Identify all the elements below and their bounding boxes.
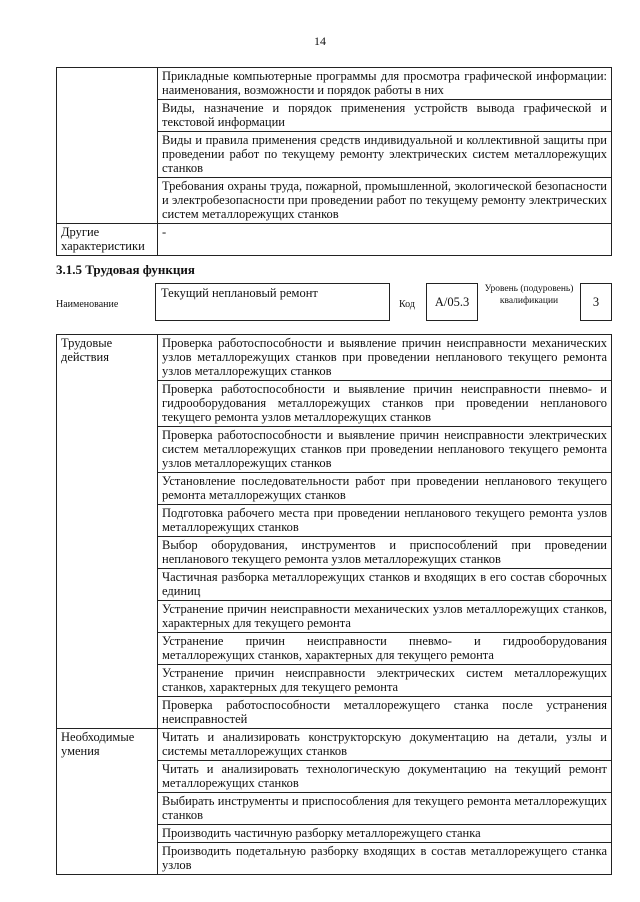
skill-item: Читать и анализировать конструкторскую документацию на детали, узлы и системы металлорежущих станков	[158, 729, 612, 761]
function-code: A/05.3	[426, 283, 478, 321]
table-row	[57, 68, 612, 100]
action-item: Проверка работоспособности и выявление причин неисправности электрических систем металлорежущих станков при проведении непланового текущего ремонта узлов металлорежущих станков	[158, 427, 612, 473]
knowledge-item: Прикладные компьютерные программы для просмотра графической информации: наименования, возможности и порядок работы в них	[158, 68, 612, 100]
action-item: Проверка работоспособности и выявление причин неисправности механических узлов металлорежущих станков при проведении непланового текущего ремонта узлов металлорежущих станков	[158, 335, 612, 381]
action-item: Устранение причин неисправности электрических систем металлорежущих станков, характерных для текущего ремонта	[158, 665, 612, 697]
action-item: Проверка работоспособности и выявление причин неисправности пневмо- и гидрооборудования металлорежущих станков при проведении непланового текущего ремонта узлов металлорежущих станков	[158, 381, 612, 427]
other-characteristics-label: Другие характеристики	[57, 224, 158, 256]
table-row	[57, 729, 612, 761]
qualification-level: 3	[580, 283, 612, 321]
skill-item: Выбирать инструменты и приспособления для текущего ремонта металлорежущих станков	[158, 793, 612, 825]
skills-label: Необходимые умения	[57, 729, 158, 875]
action-item: Установление последовательности работ при проведении непланового текущего ремонта металлорежущих станков	[158, 473, 612, 505]
code-label: Код	[399, 299, 415, 310]
action-item: Подготовка рабочего места при проведении непланового текущего ремонта узлов металлорежущих станков	[158, 505, 612, 537]
level-label: Уровень (подуровень) квалификации	[484, 284, 574, 306]
action-item: Частичная разборка металлорежущих станков и входящих в его состав сборочных единиц	[158, 569, 612, 601]
action-item: Устранение причин неисправности механических узлов металлорежущих станков, характерных для текущего ремонта	[158, 601, 612, 633]
skill-item: Производить частичную разборку металлорежущего станка	[158, 825, 612, 843]
section-title: 3.1.5 Трудовая функция	[56, 262, 195, 277]
action-item: Устранение причин неисправности пневмо- и гидрооборудования металлорежущих станков, характерных для текущего ремонта	[158, 633, 612, 665]
table-row	[57, 224, 612, 256]
page-number: 14	[314, 34, 326, 48]
table-row	[57, 335, 612, 381]
action-item: Проверка работоспособности металлорежущего станка после устранения неисправностей	[158, 697, 612, 729]
knowledge-table	[56, 67, 612, 256]
name-label: Наименование	[56, 299, 119, 310]
knowledge-item: Виды, назначение и порядок применения устройств вывода графической и текстовой информации	[158, 100, 612, 132]
other-characteristics-value: -	[158, 224, 612, 256]
knowledge-item: Требования охраны труда, пожарной, промышленной, экологической безопасности и электробезопасности при проведении работ по текущему ремонту электрических систем металлорежущих станков	[158, 178, 612, 224]
empty-label-cell	[57, 68, 158, 224]
skill-item: Читать и анализировать технологическую документацию на текущий ремонт металлорежущих станков	[158, 761, 612, 793]
skill-item: Производить подетальную разборку входящих в состав металлорежущего станка узлов	[158, 843, 612, 875]
action-item: Выбор оборудования, инструментов и приспособлений при проведении непланового текущего ремонта узлов металлорежущих станков	[158, 537, 612, 569]
actions-label: Трудовые действия	[57, 335, 158, 729]
function-name: Текущий неплановый ремонт	[155, 283, 390, 321]
knowledge-item: Виды и правила применения средств индивидуальной и коллективной защиты при проведении работ по текущему ремонту электрических систем металлорежущих станков	[158, 132, 612, 178]
functions-table	[56, 334, 612, 875]
function-header	[56, 283, 612, 325]
